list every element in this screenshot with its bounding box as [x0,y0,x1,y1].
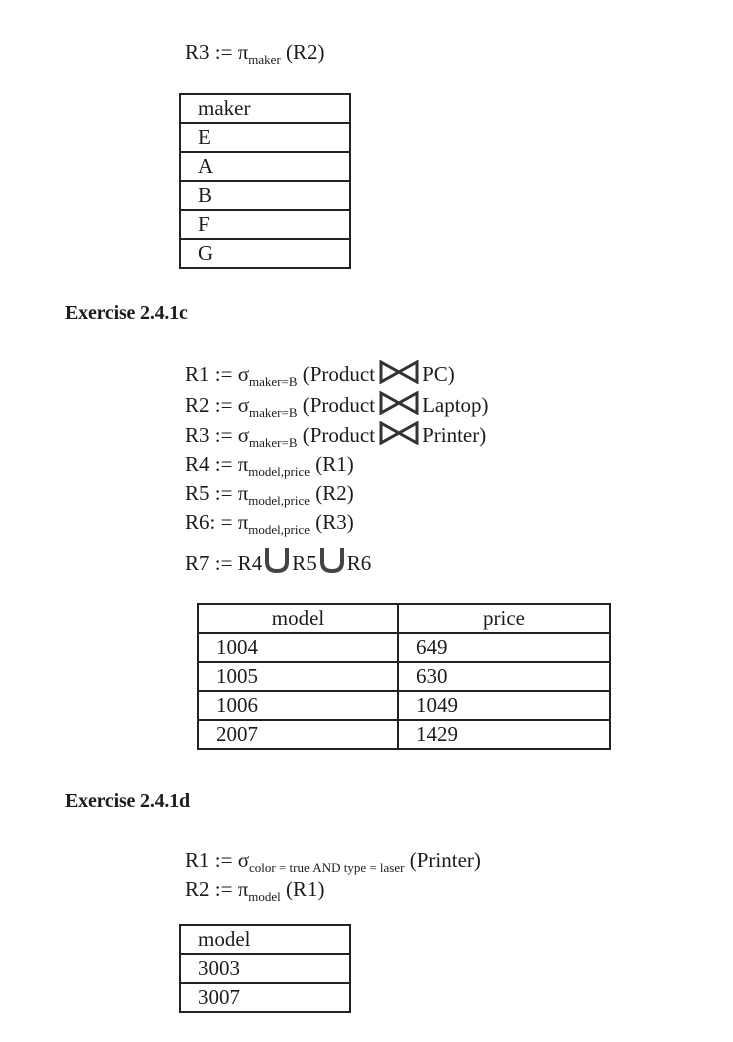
table-row: 3003 [180,954,350,983]
expr-r3-projection-maker: R3 := $\pi_{maker}$ (R2) [185,40,325,67]
column-header: price [398,604,610,633]
natural-join-icon [379,421,419,450]
natural-join-icon [379,391,419,420]
expr-r1-select-printer: R1 := $\sigma_{color = true AND type = laser}$ (Printer) [185,848,481,875]
table-header-row [198,604,610,633]
column-header: model [198,604,398,633]
column-header: model [180,925,350,954]
expr-r2-select-laptop: R2 := $\sigma_{maker=B}$ (Product Laptop) [185,393,489,420]
expr-r6-projection: R6: = $\pi_{model,price}$ (R3) [185,510,354,537]
expr-r7-union: R7 := R4 R5 R6 [185,546,371,579]
table-row: A [180,152,350,181]
table-row: G [180,239,350,268]
table-row: B [180,181,350,210]
natural-join-icon [379,360,419,389]
maker-table [179,93,351,269]
table-header-row [180,94,350,123]
expr-r1-select-pc: R1 := $\sigma_{maker=B}$ (Product PC) [185,362,455,389]
table-row: 1006 1049 [198,691,610,720]
union-icon [319,546,345,579]
expr-r4-projection: R4 := $\pi_{model,price}$ (R1) [185,452,354,479]
table-row: 2007 1429 [198,720,610,749]
table-header-row [180,925,350,954]
expr-r3-select-printer: R3 := $\sigma_{maker=B}$ (Product Printer) [185,423,487,450]
table-row: 3007 [180,983,350,1012]
table-row: 1004 649 [198,633,610,662]
model-table [179,924,351,1013]
union-icon [264,546,290,579]
exercise-heading-d: Exercise 2.4.1d [65,790,190,812]
table-row: F [180,210,350,239]
column-header: maker [180,94,350,123]
expr-r5-projection: R5 := $\pi_{model,price}$ (R2) [185,481,354,508]
table-row: 1005 630 [198,662,610,691]
exercise-heading-c: Exercise 2.4.1c [65,302,188,324]
table-row: E [180,123,350,152]
expr-r2-projection-model: R2 := $\pi_{model}$ (R1) [185,877,325,904]
model-price-table [197,603,611,750]
